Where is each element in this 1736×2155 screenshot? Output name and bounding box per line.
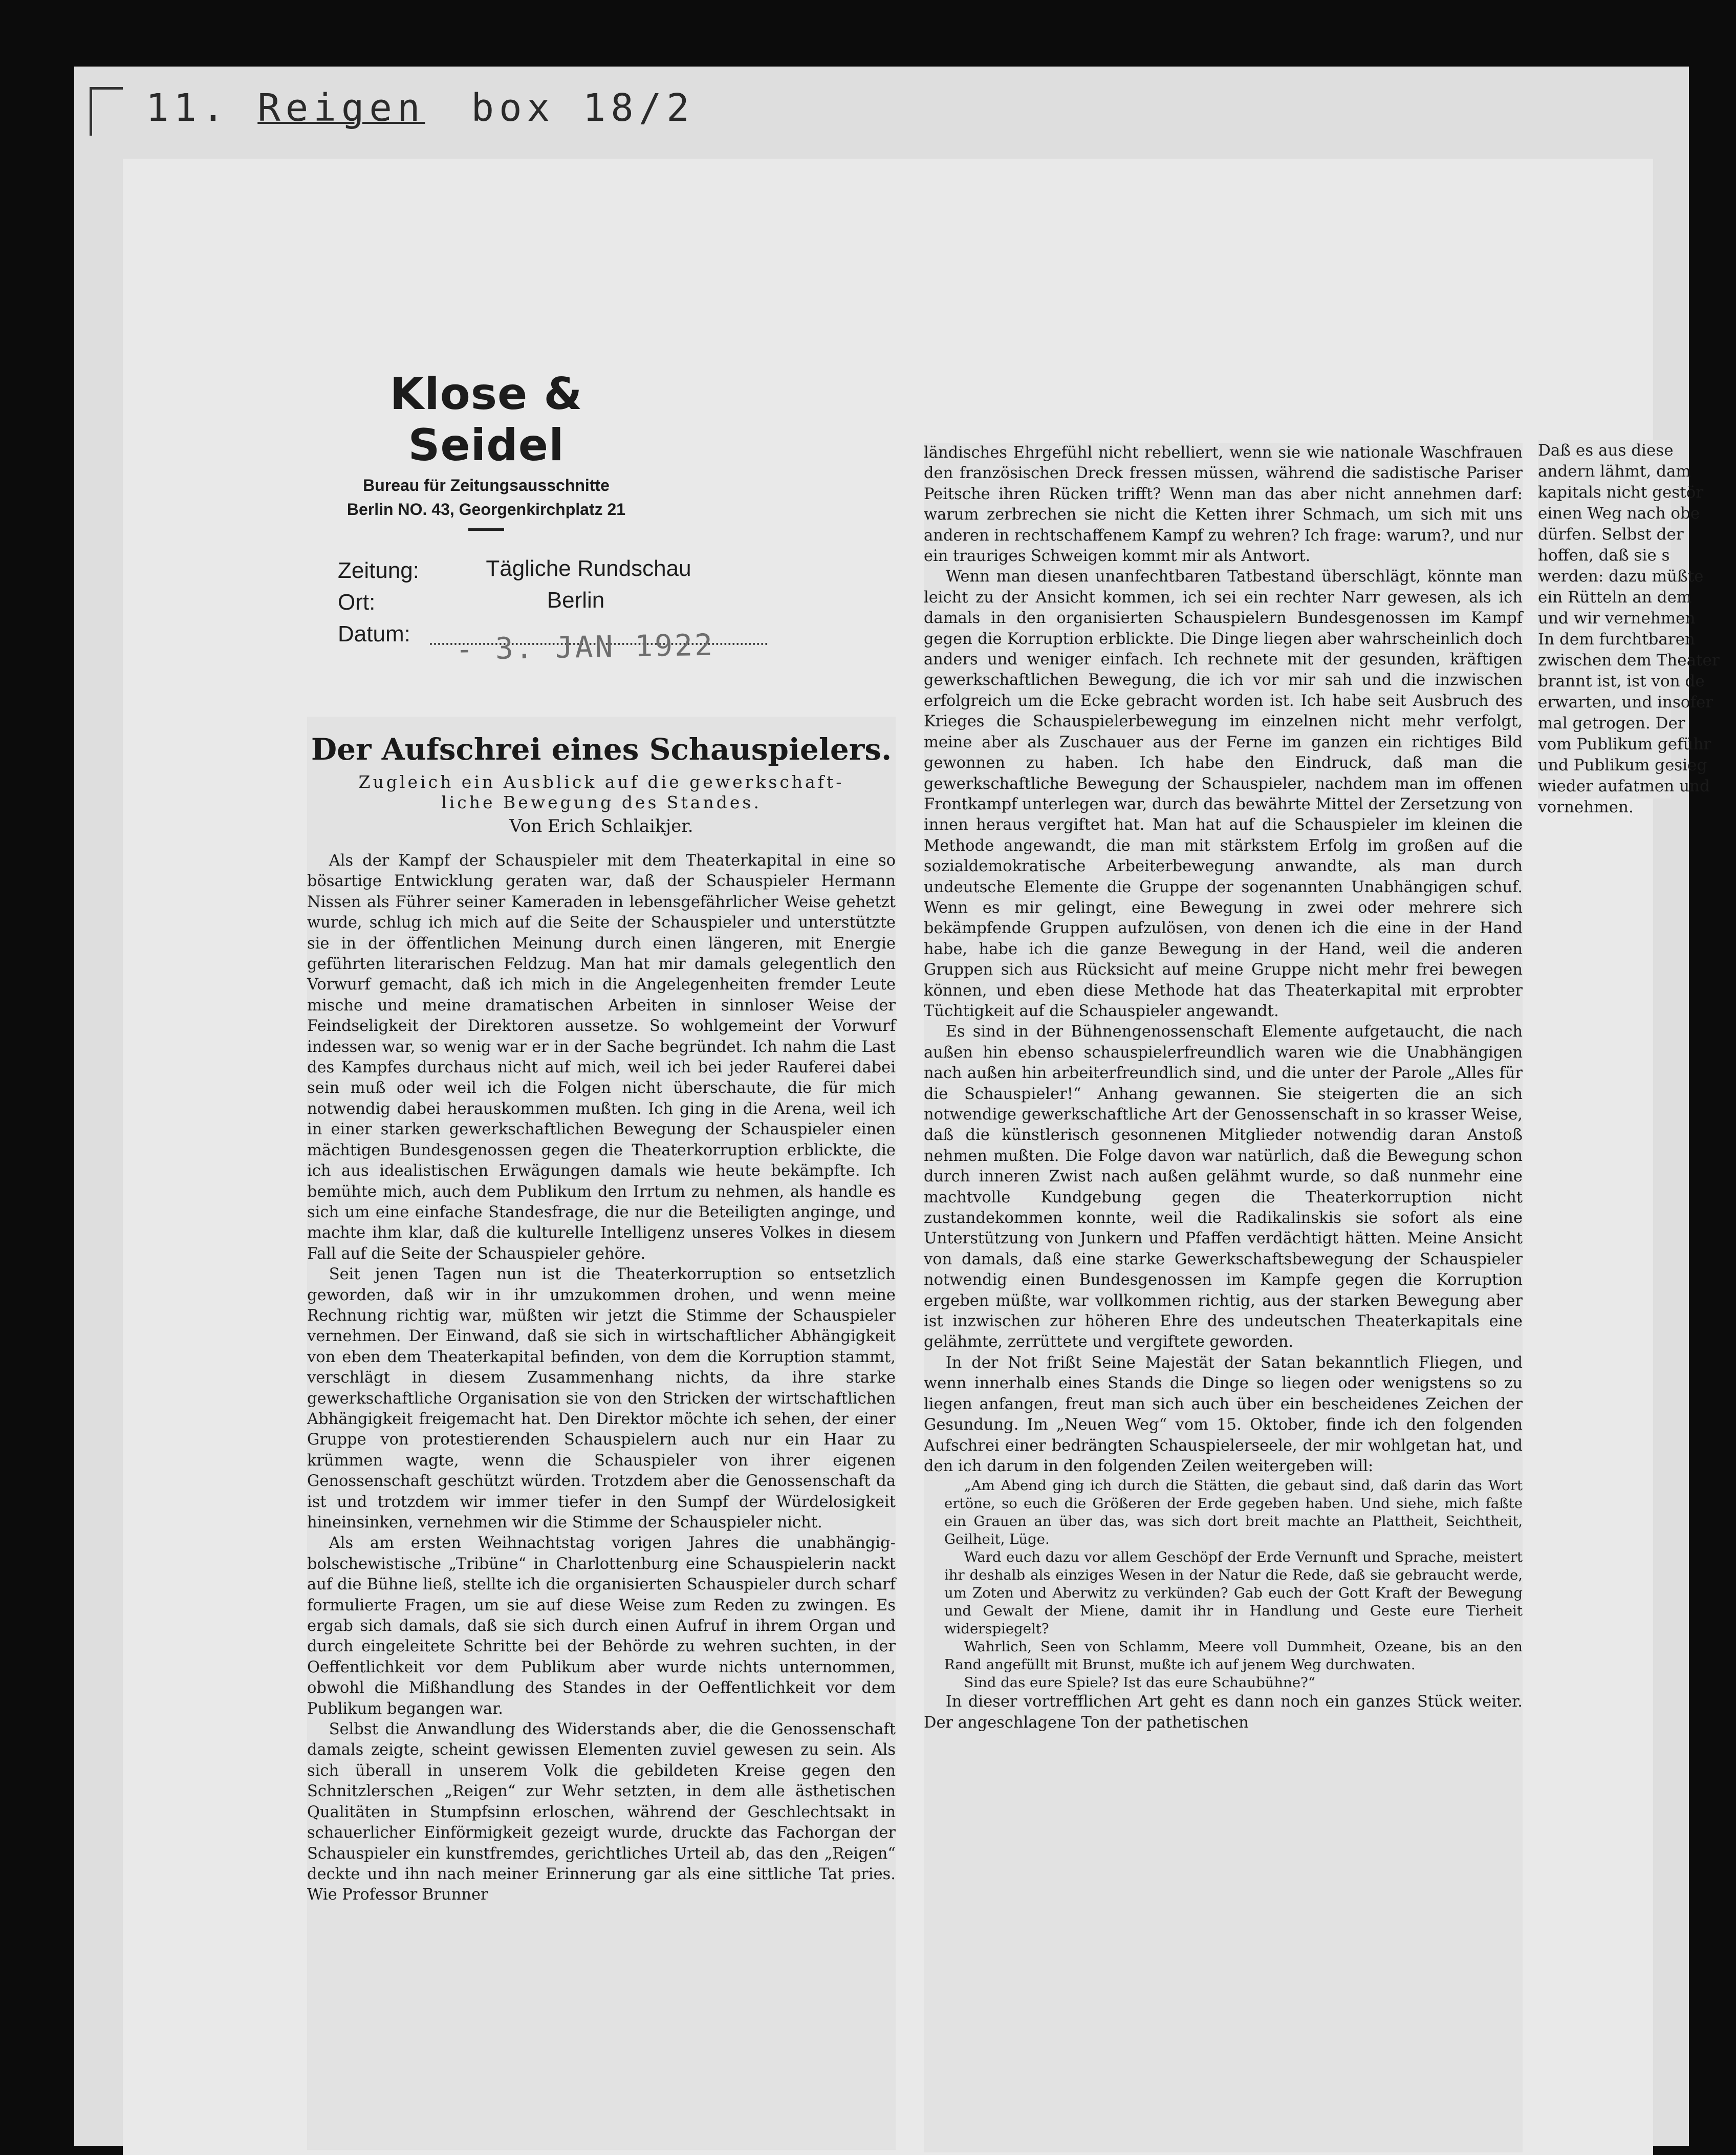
- stamp-company: Klose & Seidel: [389, 369, 583, 471]
- fragment-line: mal getrogen. Der: [1538, 714, 1685, 732]
- ort-label: Ort:: [338, 590, 376, 615]
- fragment-line: und wir vernehmen: [1538, 609, 1696, 628]
- meta-ort-row: [338, 590, 798, 621]
- fragment-line: kapitals nicht gestör: [1538, 483, 1704, 502]
- corner-bracket-mark: [90, 87, 123, 136]
- fragment-line: zwischen dem Theater: [1538, 651, 1720, 670]
- header-topic: Reigen: [257, 86, 425, 130]
- quote-paragraph: Wahrlich, Seen von Schlamm, Meere voll Dummheit, Ozeane, bis an den Rand angefüllt mit Brunst, mußte ich auf jenem Weg durchwaten.: [944, 1639, 1523, 1673]
- fragment-line: dürfen. Selbst der: [1538, 525, 1684, 544]
- article-title: Der Aufschrei eines Schauspielers.: [311, 732, 892, 767]
- article-paragraph: Es sind in der Bühnengenossenschaft Elemente aufgetaucht, die nach außen hin ebenso schauspielerfreundlich waren wie die Unabhängigen nach außen hin arbeiterfreundlich sind, und die unter der Parole „Alles für die Schauspieler!“ Anhang gewannen. Sie steigerten die an sich notwendige gewerkschaftliche Art der Genossenschaft in so krasser Weise, daß die künstlerisch gesonnenen Mitglieder notwendig daran Anstoß nehmen mußten. Die Folge davon war natürlich, daß die Bewegung schon durch inneren Zwist nach außen gelähmt wurde, so daß nunmehr eine machtvolle Kundgebung gegen die Theaterkorruption nicht zustandekommen konnte, weil die Radikalinskis sie sofort als eine Unterstützung von Junkern und Pfaffen verdächtigt hätten. Meine Ansicht von damals, daß eine starke Gewerkschaftsbewegung der Schauspieler notwendig einen Bundesgenossen im Kampfe gegen die Korruption ergeben müßte, war vollkommen richtig, aus der starken Bewegung aber ist inzwischen zur höheren Ehre des undeutschen Theaterkapitals eine gelähmte, zerrüttete und vergiftete geworden.: [924, 1023, 1523, 1351]
- article-paragraph: Selbst die Anwandlung des Widerstands aber, die die Genossenschaft damals zeigte, scheint gewissen Elementen zuviel gewesen zu sein. Als sich überall in unserem Volk die gebildeten Kreise gegen den Schnitzlerschen „Reigen“ zur Wehr setzten, in dem alle ästhetischen Qualitäten in Stumpfsinn erloschen, während der Geschlechtsakt in schauerlicher Einförmigkeit gezeigt wurde, druckte das Fachorgan der Schauspieler ein kunstfremdes, gerichtliches Urteil ab, das den „Reigen“ deckte und ihn nach meiner Erinnerung gar als eine sittliche Tat pries. Wie Professor Brunner: [307, 1720, 896, 1904]
- fragment-line: brannt ist, ist von de: [1538, 672, 1705, 691]
- fragment-line: werden: dazu müßte: [1538, 567, 1704, 586]
- fragment-line: hoffen, daß sie s: [1538, 546, 1670, 565]
- fragment-line: In dem furchtbaren: [1538, 630, 1696, 649]
- article-paragraph: In der Not frißt Seine Majestät der Satan bekanntlich Fliegen, und wenn innerhalb eines Stands die Dinge so liegen oder wenigstens so zu liegen anfangen, freut man sich auch über ein bescheidenes Zeichen der Gesundung. Im „Neuen Weg“ vom 15. Oktober, finde ich den folgenden Aufschrei einer bedrängten Schauspielerseele, der mir wohlgetan hat, und den ich darum in den folgenden Zeilen weitergeben will:: [924, 1353, 1523, 1475]
- header-box: box 18/2: [471, 86, 695, 130]
- clipping-bureau-stamp: [343, 369, 630, 531]
- article-paragraph: Als der Kampf der Schauspieler mit dem Theaterkapital in eine so bösartige Entwicklung geraten war, daß der Schauspieler Hermann Nissen als Führer seiner Kameraden in lebensgefährlicher Weise gehetzt wurde, schlug ich mich auf die Seite der Schauspieler und unterstützte sie in der öffentlichen Meinung durch einen längeren, mit Energie geführten literarischen Feldzug. Man hat mir damals gelegentlich den Vorwurf gemacht, daß ich mich in die Angelegenheiten fremder Leute mische und meine dramatischen Arbeiten in sinnloser Weise der Feindseligkeit der Direktoren aussetze. So wohlgemeint der Vorwurf indessen war, so wenig war er in der Sache begründet. Ich nahm die Last des Kampfes durchaus nicht auf mich, weil ich bei jeder Rauferei dabei sein muß oder weil ich die Folgen nicht überschaute, die für mich notwendig dabei herauskommen mußten. Ich ging in die Arena, weil ich in einer starken gewerkschaftlichen Bewegung der Schauspieler einen mächtigen Bundesgenossen gegen die Theaterkorruption erblickte, die ich aus idealistischen Erwägungen damals wie heute bekämpfte. Ich bemühte mich, auch dem Publikum den Irrtum zu nehmen, als handle es sich um eine einfache Standesfrage, die nur die Beteiligten anginge, und machte ihm klar, daß die kulturelle Intelligenz unseres Volkes in diesem Fall auf die Seite der Schauspieler gehöre.: [307, 852, 896, 1263]
- article-subtitle-line-1: Zugleich ein Ausblick auf die gewerkschaft-: [358, 772, 844, 792]
- stamp-rule-divider: [468, 528, 504, 531]
- quote-paragraph: „Am Abend ging ich durch die Stätten, die gebaut sind, daß darin das Wort ertöne, so euch die Größeren der Erde gegeben haben. Und siehe, mich faßte ein Grauen an über das, was sich dort breit machte an Plattheit, Seichtheit, Geilheit, Lüge.: [944, 1477, 1523, 1548]
- article-author: Von Erich Schlaikjer.: [509, 816, 693, 836]
- archive-page: [74, 67, 1720, 2146]
- article-column-left: [307, 717, 896, 2150]
- fragment-line: vornehmen.: [1538, 798, 1634, 816]
- ort-value: Berlin: [547, 588, 605, 613]
- datum-label: Datum:: [338, 621, 410, 646]
- clipping-sheet: [123, 159, 1720, 2155]
- quoted-outcry: [924, 1477, 1523, 1692]
- fragment-line: und Publikum gesieg: [1538, 756, 1707, 774]
- article-paragraph: Wenn man diesen unanfechtbaren Tatbestand überschlägt, könnte man leicht zu der Ansicht kommen, ich sei ein rechter Narr gewesen, als ich damals in den organisierten Schauspielern Bundesgenossen im Kampf gegen die Korruption erblickte. Die Dinge liegen aber wahrscheinlich doch anders und weniger einfach. Ich rechnete mit der gesunden, kräftigen gewerkschaftlichen Bewegung, die ich vor mir sah und die inzwischen erfolgreich um die Ecke gebracht worden ist. Ich habe seit Ausbruch des Krieges die Schauspielerbewegung im einzelnen nicht mehr verfolgt, meine aber als Zuschauer aus der Ferne im ganzen ein richtiges Bild gewonnen zu haben. Ich habe den Eindruck, daß man die gewerkschaftliche Bewegung der Schauspieler, nachdem man im offenen Frontkampf unterlegen war, durch das bewährte Mittel der Zersetzung von innen heraus vergiftet hat. Man hat auf die Schauspieler im kleinen die Methode angewandt, die man mit stärkstem Erfolg im großen auf die sozialdemokratische Arbeiterbewegung anwandte, als man durch undeutsche Elemente die Gruppe der sogenannten Unabhängigen schuf. Wenn es mir gelingt, eine Bewegung in zwei oder mehrere sich bekämpfende Gruppen aufzulösen, von denen ich die eine in der Hand habe, habe ich die ganze Bewegung in der Hand, weil die anderen Gruppen sich aus Rücksicht auf meine Gruppe nicht mehr frei bewegen können, und eben diese Methode hat das Theaterkapital mit erprobter Tüchtigkeit auf die Schauspieler angewandt.: [924, 568, 1523, 1020]
- fragment-line: erwarten, und insofer: [1538, 693, 1713, 712]
- header-number: 11.: [146, 86, 230, 130]
- fragment-line: wieder aufatmen und: [1538, 777, 1710, 795]
- fragment-line: ein Rütteln an dem: [1538, 588, 1692, 607]
- page-header: [146, 86, 695, 130]
- fragment-line: andern lähmt, dam: [1538, 462, 1691, 481]
- zeitung-label: Zeitung:: [338, 558, 419, 583]
- date-stamp: - 3. JAN 1922: [455, 627, 715, 667]
- quote-paragraph: Ward euch dazu vor allem Geschöpf der Erde Vernunft und Sprache, meistert ihr deshalb als einziges Wesen in der Natur die Rede, daß sie gebraucht werde, um Zoten und Aberwitz zu verkünden? Gab euch der Gott Kraft der Bewegung und Gewalt der Miene, damit ihr in Handlung und Geste eure Tierheit widerspiegelt?: [944, 1549, 1523, 1637]
- article-column-right-fragment: [1538, 440, 1720, 816]
- article-paragraph: ländisches Ehrgefühl nicht rebelliert, wenn sie wie nationale Waschfrauen den französischen Dreck fressen müssen, während die sadistische Pariser Peitsche ihren Rücken trifft? Wenn man das aber nicht annehmen darf: warum zerbrechen sie nicht die Ketten ihrer Schmach, um sich mit uns anderen in rechtschaffenem Kampf zu wehren? Ich frage: warum?, und nur ein trauriges Schweigen kommt mir als Antwort.: [924, 444, 1523, 566]
- fragment-line: vom Publikum geführ: [1538, 735, 1711, 753]
- quote-paragraph: Sind das eure Spiele? Ist das eure Schaubühne?“: [964, 1674, 1315, 1691]
- fragment-line: einen Weg nach obe: [1538, 504, 1700, 523]
- fragment-line: Daß es aus diese: [1538, 441, 1674, 460]
- stamp-service: Bureau für Zeitungsausschnitte: [363, 476, 610, 494]
- article-paragraph: Seit jenen Tagen nun ist die Theaterkorruption so entsetzlich geworden, daß wir in ihr umzukommen drohen, und wenn meine Rechnung richtig war, müßten wir jetzt die Stimme der Schauspieler vernehmen. Der Einwand, daß sie sich in wirtschaftlicher Abhängigkeit von eben dem Theaterkapital befinden, von dem die Korruption stammt, verschlägt in diesem Zusammenhang nichts, da ihre starke gewerkschaftliche Organisation sie von den Stricken der wirtschaftlichen Abhängigkeit freigemacht hat. Den Direktor möchte ich sehen, der einer Gruppe von protestierenden Schauspielern auch nur ein Haar zu krümmen wagte, wenn die Schauspieler von ihrer eigenen Genossenschaft geschützt würden. Trotzdem aber die Genossenschaft da ist und trotzdem wir immer tiefer in den Sumpf der Würdelosigkeit hineinsinken, vernehmen wir die Stimme der Schauspieler nicht.: [307, 1265, 896, 1532]
- meta-zeitung-row: [338, 558, 798, 590]
- article-paragraph: In dieser vortrefflichen Art geht es dann noch ein ganzes Stück weiter. Der angeschlagene Ton der pathetischen: [924, 1693, 1523, 1732]
- article-subtitle-line-2: liche Bewegung des Standes.: [441, 792, 762, 812]
- stamp-address: Berlin NO. 43, Georgenkirchplatz 21: [346, 500, 626, 519]
- article-column-middle: [924, 443, 1523, 2152]
- article-paragraph: Als am ersten Weihnachtstag vorigen Jahres die unabhängig-bolschewistische „Tribüne“ in Charlottenburg eine Schauspielerin nackt auf die Bühne ließ, stellte ich die organisierten Schauspieler durch scharf formulierte Fragen, um sie auf diese Weise zum Reden zu zwingen. Es ergab sich damals, daß sie sich durch einen Aufruf in ihrem Organ und durch eingeleitete Schritte bei der Behörde zu wehren suchten, in der Oeffentlichkeit vor dem Publikum aber wurde nichts unternommen, obwohl die Mißhandlung des Standes in der Oeffentlichkeit vor dem Publikum begangen war.: [307, 1534, 896, 1718]
- zeitung-value: Tägliche Rundschau: [486, 556, 691, 581]
